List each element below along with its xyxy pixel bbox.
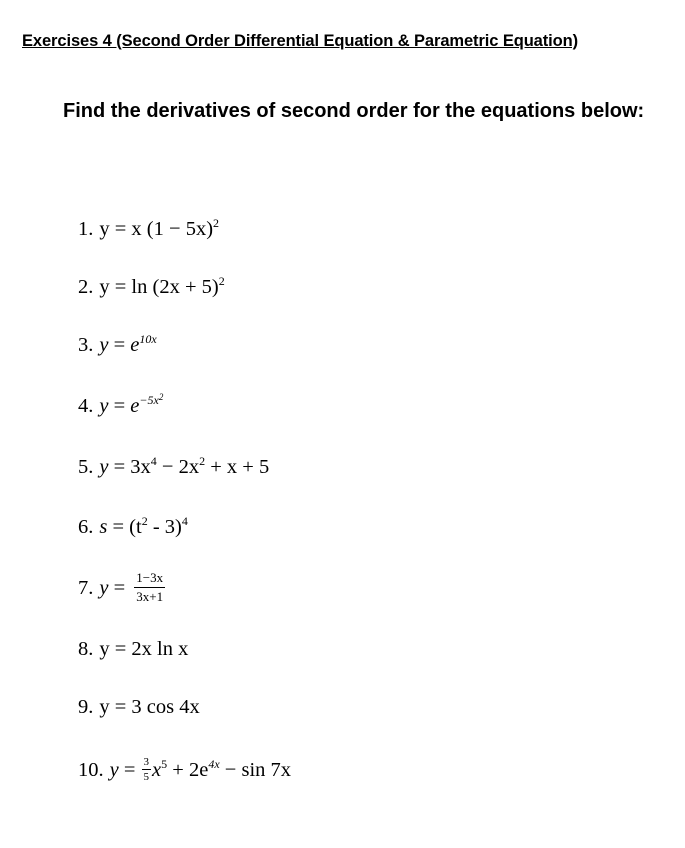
page-title: Exercises 4 (Second Order Differential Equation & Parametric Equation) xyxy=(22,32,578,50)
equation-lhs: y xyxy=(99,577,109,600)
exercise-3 xyxy=(78,333,157,357)
equation-part: - 3) xyxy=(147,516,182,538)
equation-lhs: y xyxy=(99,276,110,298)
exponent: 2 xyxy=(199,454,206,468)
equation-rhs: = xyxy=(108,577,131,600)
equation-rhs: = 3 cos 4x xyxy=(109,696,200,718)
exercise-number: 2. xyxy=(78,276,94,298)
equation-rhs: = xyxy=(108,334,131,356)
denominator: 5 xyxy=(143,771,150,783)
equation-part: x xyxy=(152,759,162,782)
exercise-number: 4. xyxy=(78,395,94,417)
equation-part: − sin 7x xyxy=(219,759,292,782)
fraction xyxy=(142,756,152,783)
equation-rhs: = x (1 − 5x) xyxy=(109,218,214,240)
nested-exponent: 2 xyxy=(158,392,164,402)
equation-base: e xyxy=(130,334,140,356)
numerator: 1−3x xyxy=(134,570,165,588)
numerator: 3 xyxy=(143,756,150,768)
equation-lhs: y xyxy=(99,696,110,718)
exponent: 2 xyxy=(218,274,225,288)
exponent: 4 xyxy=(181,514,188,528)
equation-lhs: y xyxy=(99,334,109,356)
equation-lhs: s xyxy=(99,516,108,538)
exercise-7 xyxy=(78,572,165,607)
equation-part: + x + 5 xyxy=(205,456,270,478)
equation-part: − 2x xyxy=(156,456,200,478)
equation-rhs: = xyxy=(108,395,131,417)
exercise-8 xyxy=(78,637,188,661)
exercise-6 xyxy=(78,515,188,539)
exponent: 5 xyxy=(161,757,168,772)
equation-lhs: y xyxy=(99,456,109,478)
exercise-9 xyxy=(78,695,200,719)
exponent: 4 xyxy=(150,454,157,468)
equation-part: + 2e xyxy=(167,759,209,782)
fraction xyxy=(134,570,165,605)
exercise-number: 5. xyxy=(78,456,94,478)
exponent: −5x2 xyxy=(139,392,164,407)
exercise-10 xyxy=(78,758,291,785)
equation-rhs: = ln (2x + 5) xyxy=(109,276,219,298)
equation-lhs: y xyxy=(99,218,110,240)
instruction-text: Find the derivatives of second order for the equations below: xyxy=(63,100,645,122)
exercise-number: 1. xyxy=(78,218,94,240)
exercise-2 xyxy=(78,275,225,299)
exercise-4 xyxy=(78,394,163,418)
exercise-number: 9. xyxy=(78,696,94,718)
denominator: 3x+1 xyxy=(136,589,164,604)
exponent: 2 xyxy=(213,216,220,230)
equation-rhs: = xyxy=(118,759,141,782)
equation-rhs: = 2x ln x xyxy=(109,638,189,660)
exponent: 10x xyxy=(139,332,157,346)
exercise-number: 8. xyxy=(78,638,94,660)
exercise-5 xyxy=(78,455,269,479)
equation-lhs: y xyxy=(99,395,109,417)
equation-base: e xyxy=(130,395,140,417)
equation-part: = (t xyxy=(107,516,142,538)
exercise-number: 6. xyxy=(78,516,94,538)
equation-part: = 3x xyxy=(108,456,151,478)
exercise-number: 10. xyxy=(78,759,104,782)
exercise-number: 3. xyxy=(78,334,94,356)
exercise-1 xyxy=(78,217,219,241)
exercise-number: 7. xyxy=(78,577,94,600)
equation-lhs: y xyxy=(99,638,110,660)
exponent: 4x xyxy=(208,757,220,772)
equation-lhs: y xyxy=(109,759,119,782)
exponent: 2 xyxy=(141,514,148,528)
